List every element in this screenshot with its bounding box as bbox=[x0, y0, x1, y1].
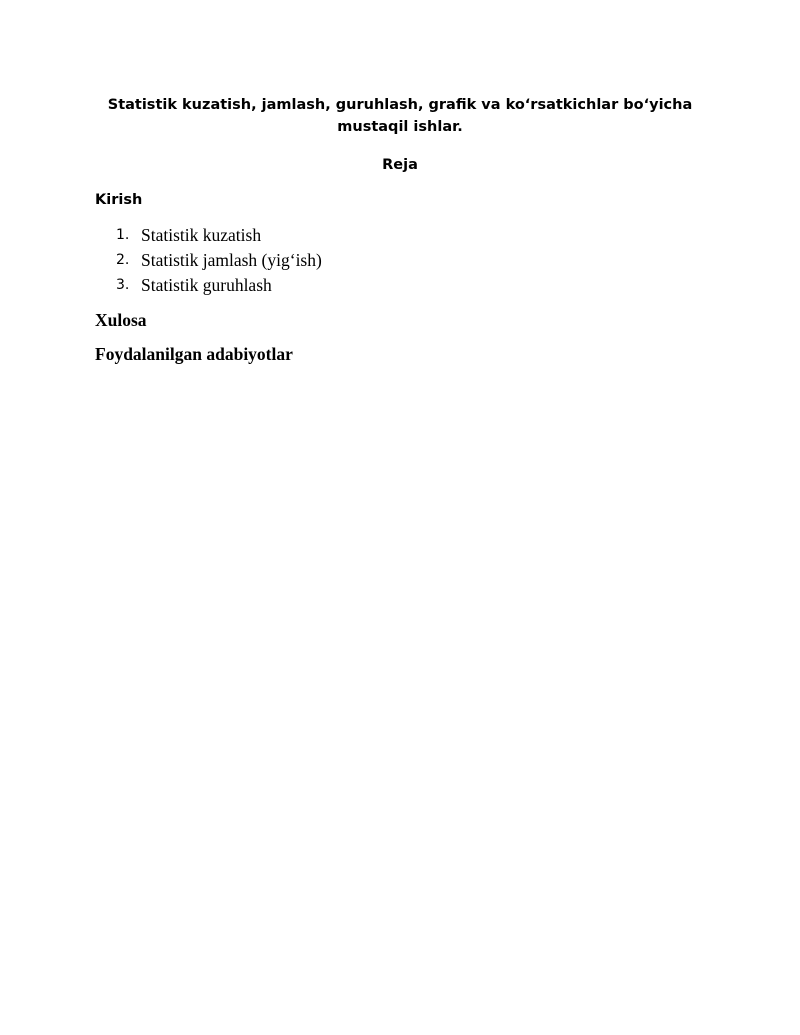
conclusion-heading: Xulosa bbox=[95, 310, 147, 330]
plan-item-number: 2. bbox=[116, 252, 130, 268]
plan-item-text: Statistik guruhlash bbox=[141, 275, 272, 295]
intro-heading: Kirish bbox=[95, 192, 143, 208]
plan-heading: Reja bbox=[382, 157, 418, 173]
document-title-line-1: Statistik kuzatish, jamlash, guruhlash, grafik va ko‘rsatkichlar bo‘yicha bbox=[107, 97, 693, 113]
plan-item-text: Statistik jamlash (yig‘ish) bbox=[141, 250, 322, 270]
document-title bbox=[95, 94, 705, 138]
document-title-line-2: mustaqil ishlar. bbox=[337, 119, 463, 135]
plan-item-number: 3. bbox=[116, 277, 130, 293]
references-heading: Foydalanilgan adabiyotlar bbox=[95, 344, 293, 364]
plan-item-number: 1. bbox=[116, 227, 130, 243]
plan-item-text: Statistik kuzatish bbox=[141, 225, 262, 245]
